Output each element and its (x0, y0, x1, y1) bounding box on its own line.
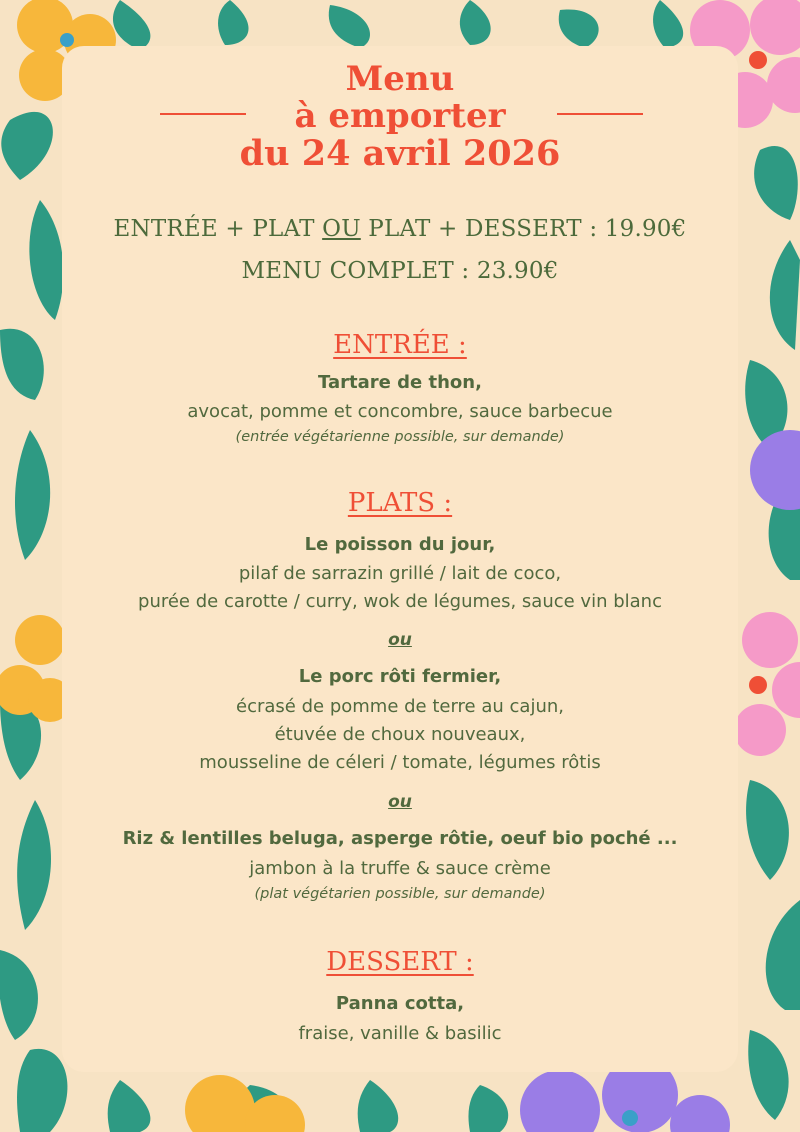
formula-or: OU (322, 216, 361, 242)
yellow-flower-bottom-left (185, 1075, 305, 1132)
entree-name: Tartare de thon, (318, 372, 482, 393)
formula-part1: ENTRÉE + PLAT (113, 216, 323, 242)
menu-subtitle: à emporter (294, 96, 506, 136)
dish1-line-2: purée de carotte / curry, wok de légumes, sauce vin blanc (138, 591, 662, 612)
dish3-line-1: jambon à la truffe & sauce crème (249, 858, 551, 879)
entree-description: avocat, pomme et concombre, sauce barbecue (187, 401, 613, 422)
dish3-name: Riz & lentilles beluga, asperge rôtie, oeuf bio poché ... (122, 828, 678, 849)
dish2-line-1: écrasé de pomme de terre au cajun, (236, 696, 564, 717)
entree-heading: ENTRÉE : (333, 330, 467, 360)
complete-menu-price: MENU COMPLET : 23.90€ (241, 258, 559, 284)
dish1-line-1: pilaf de sarrazin grillé / lait de coco, (238, 563, 562, 584)
dish3-note: (plat végétarien possible, sur demande) (254, 886, 546, 902)
menu-date: du 24 avril 2026 (239, 133, 561, 174)
menu-card (62, 46, 738, 1072)
dish2-line-3: mousseline de céleri / tomate, légumes rôtis (199, 752, 601, 773)
plats-heading: PLATS : (347, 488, 453, 518)
dessert-description: fraise, vanille & basilic (298, 1023, 502, 1044)
or-separator-1: ou (388, 630, 412, 650)
entree-note: (entrée végétarienne possible, sur demande) (235, 429, 565, 445)
formula-price (0, 216, 800, 242)
or-separator-2: ou (388, 792, 412, 812)
dish2-name: Le porc rôti fermier, (298, 666, 502, 687)
dessert-name: Panna cotta, (335, 993, 465, 1014)
menu-title: Menu (345, 59, 455, 99)
formula-part2: PLAT + DESSERT : 19.90€ (360, 216, 687, 242)
dish1-name: Le poisson du jour, (304, 534, 496, 555)
dessert-heading: DESSERT : (326, 947, 474, 977)
dish2-line-2: étuvée de choux nouveaux, (274, 724, 526, 745)
title-rule-right (557, 113, 643, 115)
